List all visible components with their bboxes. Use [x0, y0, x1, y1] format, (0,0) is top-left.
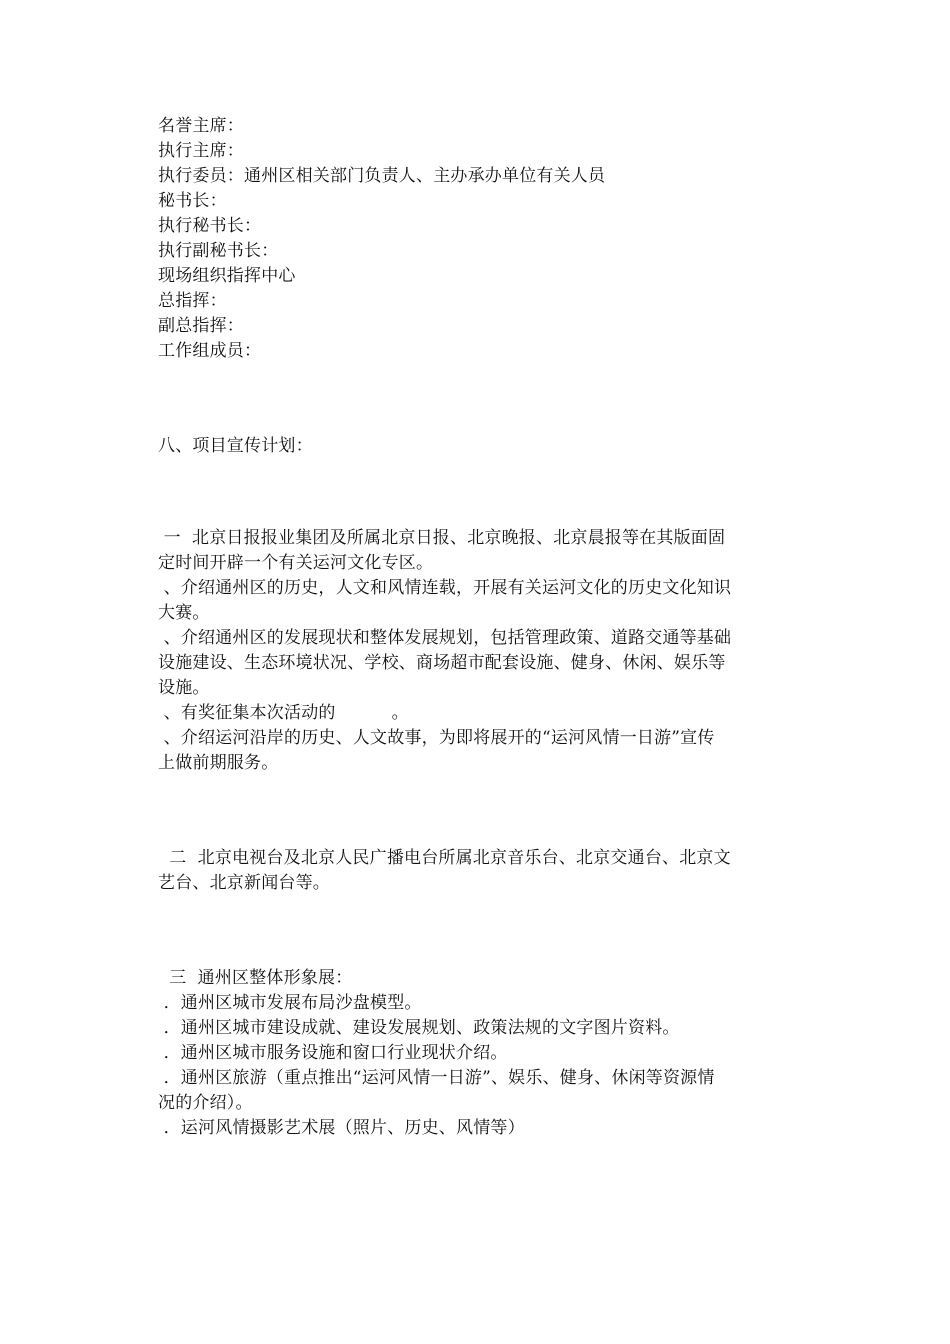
publicity-part-3: [158, 966, 798, 1141]
part3-item-2: ．通州区城市建设成就、建设发展规划、政策法规的文字图片资料。: [158, 1018, 680, 1038]
committee-honorary-chair: 名誉主席：: [158, 116, 244, 136]
section-8: [158, 434, 798, 459]
part1-item-2-line-2: 设施建设、生态环境状况、学校、商场超市配套设施、健身、休闲、娱乐等: [158, 653, 726, 673]
committee-executive-members: 执行委员：通州区相关部门负责人、主办承办单位有关人员: [158, 166, 606, 186]
committee-executive-chair: 执行主席：: [158, 141, 244, 161]
committee-deputy-commander: 副总指挥：: [158, 316, 244, 336]
part3-heading: 三 通州区整体形象展：: [158, 968, 353, 988]
section-heading: 八、项目宣传计划：: [158, 436, 313, 456]
part2-line-1: 二 北京电视台及北京人民广播电台所属北京音乐台、北京交通台、北京文: [158, 848, 731, 868]
committee-executive-secretary-general: 执行秘书长：: [158, 216, 262, 236]
part1-intro-line-1: 一 北京日报报业集团及所属北京日报、北京晚报、北京晨报等在其版面固: [158, 528, 726, 548]
part1-item-2-line-3: 设施。: [158, 678, 210, 698]
publicity-part-1: [158, 526, 798, 776]
part1-item-1-line-1: 、介绍通州区的历史，人文和风情连载，开展有关运河文化的历史文化知识: [158, 578, 732, 598]
part1-item-3: 、有奖征集本次活动的 。: [158, 703, 409, 723]
committee-command-center: 现场组织指挥中心: [158, 266, 296, 286]
part1-intro-line-2: 定时间开辟一个有关运河文化专区。: [158, 553, 434, 573]
committee-secretary-general: 秘书长：: [158, 191, 227, 211]
committee-chief-commander: 总指挥：: [158, 291, 227, 311]
part1-item-2-line-1: 、介绍通州区的发展现状和整体发展规划，包括管理政策、道路交通等基础: [158, 628, 732, 648]
part3-item-4-line-2: 况的介绍）。: [158, 1093, 253, 1113]
part3-item-5: ．运河风情摄影艺术展（照片、历史、风情等）: [158, 1118, 525, 1138]
committee-list: [158, 114, 798, 364]
part2-line-2: 艺台、北京新闻台等。: [158, 873, 330, 893]
part1-item-4-line-1: 、介绍运河沿岸的历史、人文故事，为即将展开的“运河风情一日游”宣传: [158, 728, 715, 748]
part3-item-4-line-1: ．通州区旅游（重点推出“运河风情一日游”、娱乐、健身、休闲等资源情: [158, 1068, 715, 1088]
part1-item-4-line-2: 上做前期服务。: [158, 753, 279, 773]
part3-item-3: ．通州区城市服务设施和窗口行业现状介绍。: [158, 1043, 508, 1063]
part3-item-1: ．通州区城市发展布局沙盘模型。: [158, 993, 422, 1013]
committee-deputy-secretary-general: 执行副秘书长：: [158, 241, 279, 261]
committee-working-group: 工作组成员：: [158, 341, 262, 361]
part1-item-1-line-2: 大赛。: [158, 603, 210, 623]
publicity-part-2: [158, 846, 798, 896]
